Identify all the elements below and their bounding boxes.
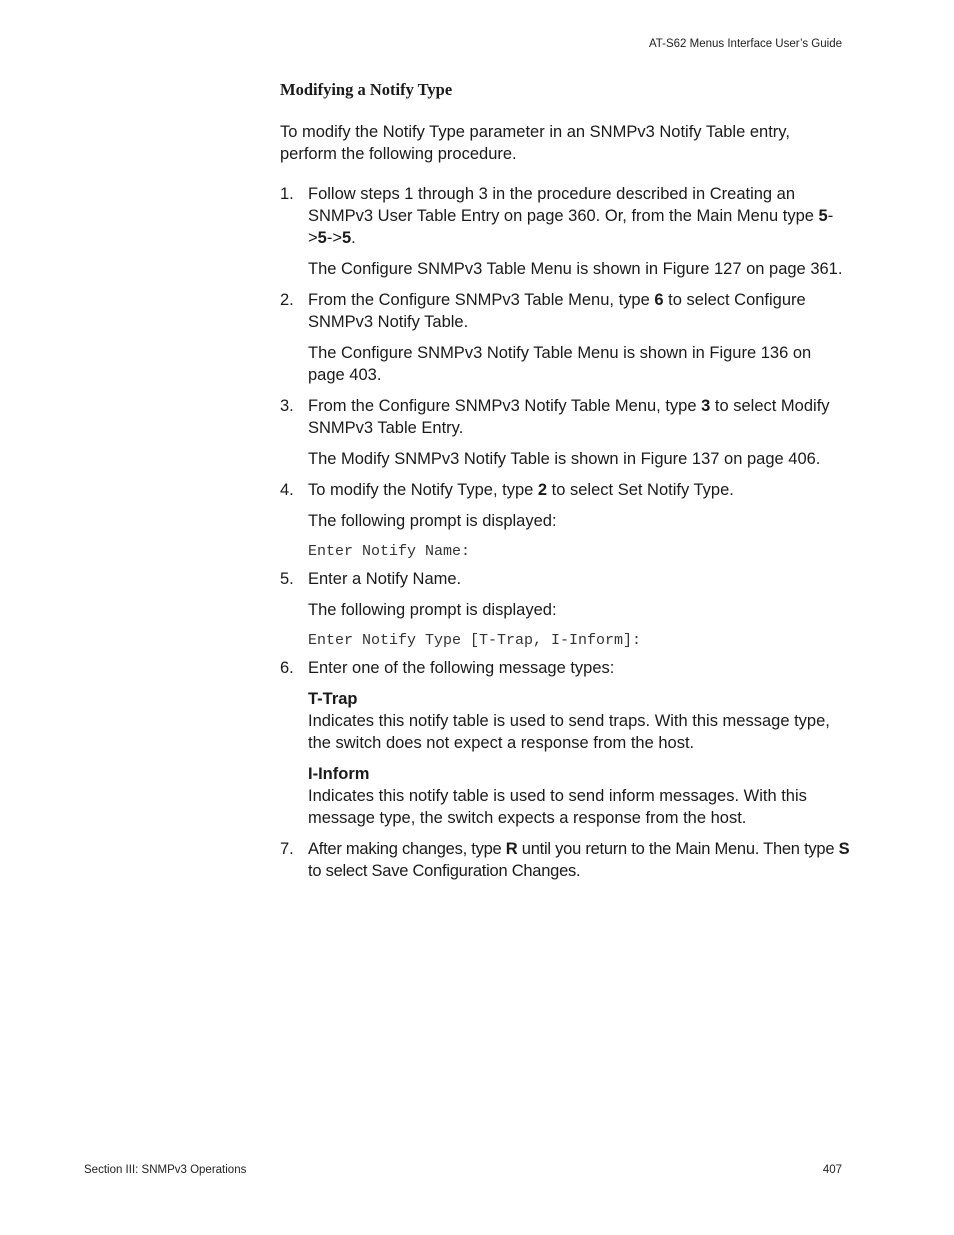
step-7: [280, 838, 850, 882]
prompt-code: Enter Notify Type [T-Trap, I-Inform]:: [308, 632, 642, 649]
step-2: [280, 289, 850, 386]
step-text: From the Configure SNMPv3 Notify Table Menu, type 3 to select Modify SNMPv3 Table Entry.: [308, 397, 830, 437]
step-number: 2.: [280, 291, 294, 309]
menu-key: 5: [341, 229, 352, 247]
term-name: T-Trap: [308, 690, 358, 708]
page-number: 407: [822, 1164, 842, 1176]
term-name: I-Inform: [308, 765, 370, 783]
step-text: Follow steps 1 through 3 in the procedure described in Creating an SNMPv3 User Table Entry on page 360. Or, from the Main Menu type 5->5->5.: [308, 185, 834, 247]
menu-key: 5: [317, 229, 327, 247]
step-note: The Configure SNMPv3 Notify Table Menu is shown in Figure 136 on page 403.: [308, 344, 812, 384]
menu-key: 6: [654, 291, 664, 309]
step-4: [280, 479, 850, 563]
menu-key: S: [838, 840, 850, 858]
step-text: To modify the Notify Type, type 2 to select Set Notify Type.: [308, 481, 734, 499]
page-content: [280, 78, 850, 882]
menu-key: 3: [701, 397, 711, 415]
step-number: 5.: [280, 570, 294, 588]
step-note: The following prompt is displayed:: [308, 601, 557, 619]
running-header: AT-S62 Menus Interface User’s Guide: [648, 38, 842, 50]
intro-paragraph: To modify the Notify Type parameter in an SNMPv3 Notify Table entry, perform the following procedure.: [280, 123, 790, 163]
prompt-code: Enter Notify Name:: [308, 543, 471, 560]
step-number: 1.: [280, 185, 294, 203]
footer-section: Section III: SNMPv3 Operations: [84, 1164, 247, 1176]
term-t-trap: [308, 688, 850, 754]
step-note: The Modify SNMPv3 Notify Table is shown in Figure 137 on page 406.: [308, 450, 821, 468]
step-text: After making changes, type R until you return to the Main Menu. Then type S to select Save Configuration Changes.: [308, 840, 850, 880]
step-5: [280, 568, 850, 652]
step-3: [280, 395, 850, 470]
step-text: Enter a Notify Name.: [308, 570, 462, 588]
term-description: Indicates this notify table is used to send traps. With this message type, the switch does not expect a response from the host.: [308, 712, 830, 752]
menu-key: 5: [818, 207, 828, 225]
menu-key: R: [505, 840, 518, 858]
term-description: Indicates this notify table is used to send inform messages. With this message type, the switch expects a response from the host.: [308, 787, 807, 827]
term-i-inform: [308, 763, 850, 829]
step-1: [280, 183, 850, 280]
step-note: The following prompt is displayed:: [308, 512, 557, 530]
step-number: 6.: [280, 659, 294, 677]
step-text: Enter one of the following message types:: [308, 659, 615, 677]
step-6: [280, 657, 850, 829]
step-number: 4.: [280, 481, 294, 499]
section-title: Modifying a Notify Type: [280, 80, 453, 99]
step-number: 7.: [280, 840, 294, 858]
step-number: 3.: [280, 397, 294, 415]
step-text: From the Configure SNMPv3 Table Menu, type 6 to select Configure SNMPv3 Notify Table.: [308, 291, 806, 331]
menu-key: 2: [537, 481, 548, 499]
step-note: The Configure SNMPv3 Table Menu is shown in Figure 127 on page 361.: [308, 260, 843, 278]
